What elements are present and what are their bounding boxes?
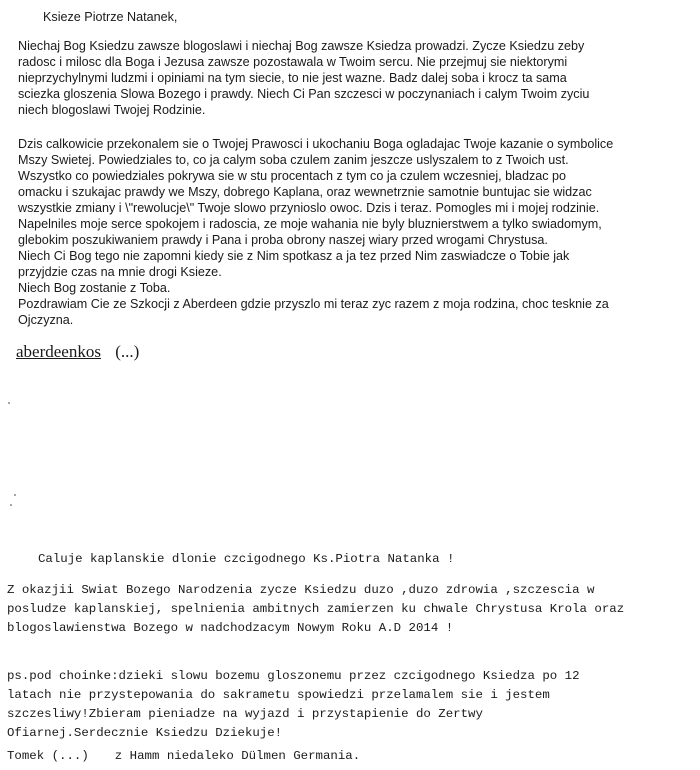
text-line: posludze kaplanskiej, spelnienia ambitnych zamierzen ku chwale Chrystusa Krola oraz	[7, 602, 625, 616]
text-line: Dzis calkowicie przekonalem sie o Twojej Prawosci i ukochaniu Boga ogladajac Twoje kazanie o symbolice	[18, 137, 614, 151]
text-line: Niech Bog zostanie z Toba.	[18, 281, 171, 295]
text-line: radosc i milosc dla Boga i Jezusa zawsze pozostawala w Twoim sercu. Nie przejmuj sie niektorymi	[18, 55, 568, 69]
scan-speck	[10, 504, 12, 506]
letter2-opening: Caluje kaplanskie dlonie czcigodnego Ks.Piotra Natanka !	[38, 552, 455, 566]
text-line: Mszy Swietej. Powiedziales to, co ja calym soba czulem zanim jeszcze uslyszalem to z Twoich ust.	[18, 153, 569, 167]
letter1-greeting: Ksieze Piotrze Natanek,	[43, 10, 178, 24]
text-line: sciezka gloszenia Slowa Bozego i prawdy. Niech Ci Pan szczesci w poczynaniach i calym Twoim zyciu	[18, 87, 590, 101]
text-line: Ojczyzna.	[18, 313, 74, 327]
text-line: ps.pod choinke:dzieki slowu bozemu gloszonemu przez czcigodnego Ksiedza po 12	[7, 669, 580, 683]
text-line: omacku i szukajac prawdy we Mszy, dobrego Kaplana, oraz wewnetrznie samotnie buntujac sie widzac	[18, 185, 592, 199]
text-line: Z okazjii Swiat Bozego Narodzenia zycze Ksiedzu duzo ,duzo zdrowia ,szczescia w	[7, 583, 595, 597]
text-line: glebokim poszukiwaniem prawdy i Pana i proba obrony naszej wiary przed wrogami Chrystusa.	[18, 233, 548, 247]
signature-name: aberdeenkos	[16, 342, 101, 361]
text-line: Niech Ci Bog tego nie zapomni kiedy sie z Nim spotkasz a ja tez przed Nim zaswiadcze o Tobie jak	[18, 249, 570, 263]
text-line: Niechaj Bog Ksiedzu zawsze blogoslawi i niechaj Bog zawsze Ksiedza prowadzi. Zycze Ksiedzu zeby	[18, 39, 585, 53]
text-line: nieprzychylnymi ludzmi i opiniami na tym siecie, to nie jest wazne. Badz dalej soba i krocz ta sama	[18, 71, 567, 85]
scan-speck	[8, 402, 10, 404]
text-line: niech blogoslawi Twojej Rodzinie.	[18, 103, 206, 117]
text-line: latach nie przystepowania do sakrametu spowiedzi przelamalem sie i jestem	[7, 688, 550, 702]
text-line: przyjdzie czas na mnie drogi Ksieze.	[18, 265, 222, 279]
text-line: szczesliwy!Zbieram pieniadze na wyjazd i przystapienie do Zertwy	[7, 707, 483, 721]
text-line: wszystkie zmiany i \"rewolucje\" Twoje slowo przynioslo owoc. Dzis i teraz. Pomogles mi i mojej rodzinie.	[18, 201, 600, 215]
signature-suffix: (...)	[115, 342, 140, 361]
text-line: Ofiarnej.Serdecznie Ksiedzu Dziekuje!	[7, 726, 283, 740]
scan-speck	[14, 494, 16, 496]
text-line: blogoslawienstwa Bozego w nadchodzacym Nowym Roku A.D 2014 !	[7, 621, 454, 635]
text-line: Napelniles moje serce spokojem i radoscia, ze moje wahania nie byly bluznierstwem a tylko swiadomym,	[18, 217, 602, 231]
letter2-signature	[7, 746, 360, 764]
text-line: Pozdrawiam Cie ze Szkocji z Aberdeen gdzie przyszlo mi teraz zyc razem z moja rodzina, choc tesknie za	[18, 297, 609, 311]
letter1-signature	[16, 342, 139, 362]
signature-name: Tomek (...)	[7, 749, 89, 763]
text-line: Wszystko co powiedziales pokrywa sie w stu procentach z tym co ja czulem wczesniej, bladzac po	[18, 169, 567, 183]
signature-location: z Hamm niedaleko Dülmen Germania.	[114, 749, 361, 763]
